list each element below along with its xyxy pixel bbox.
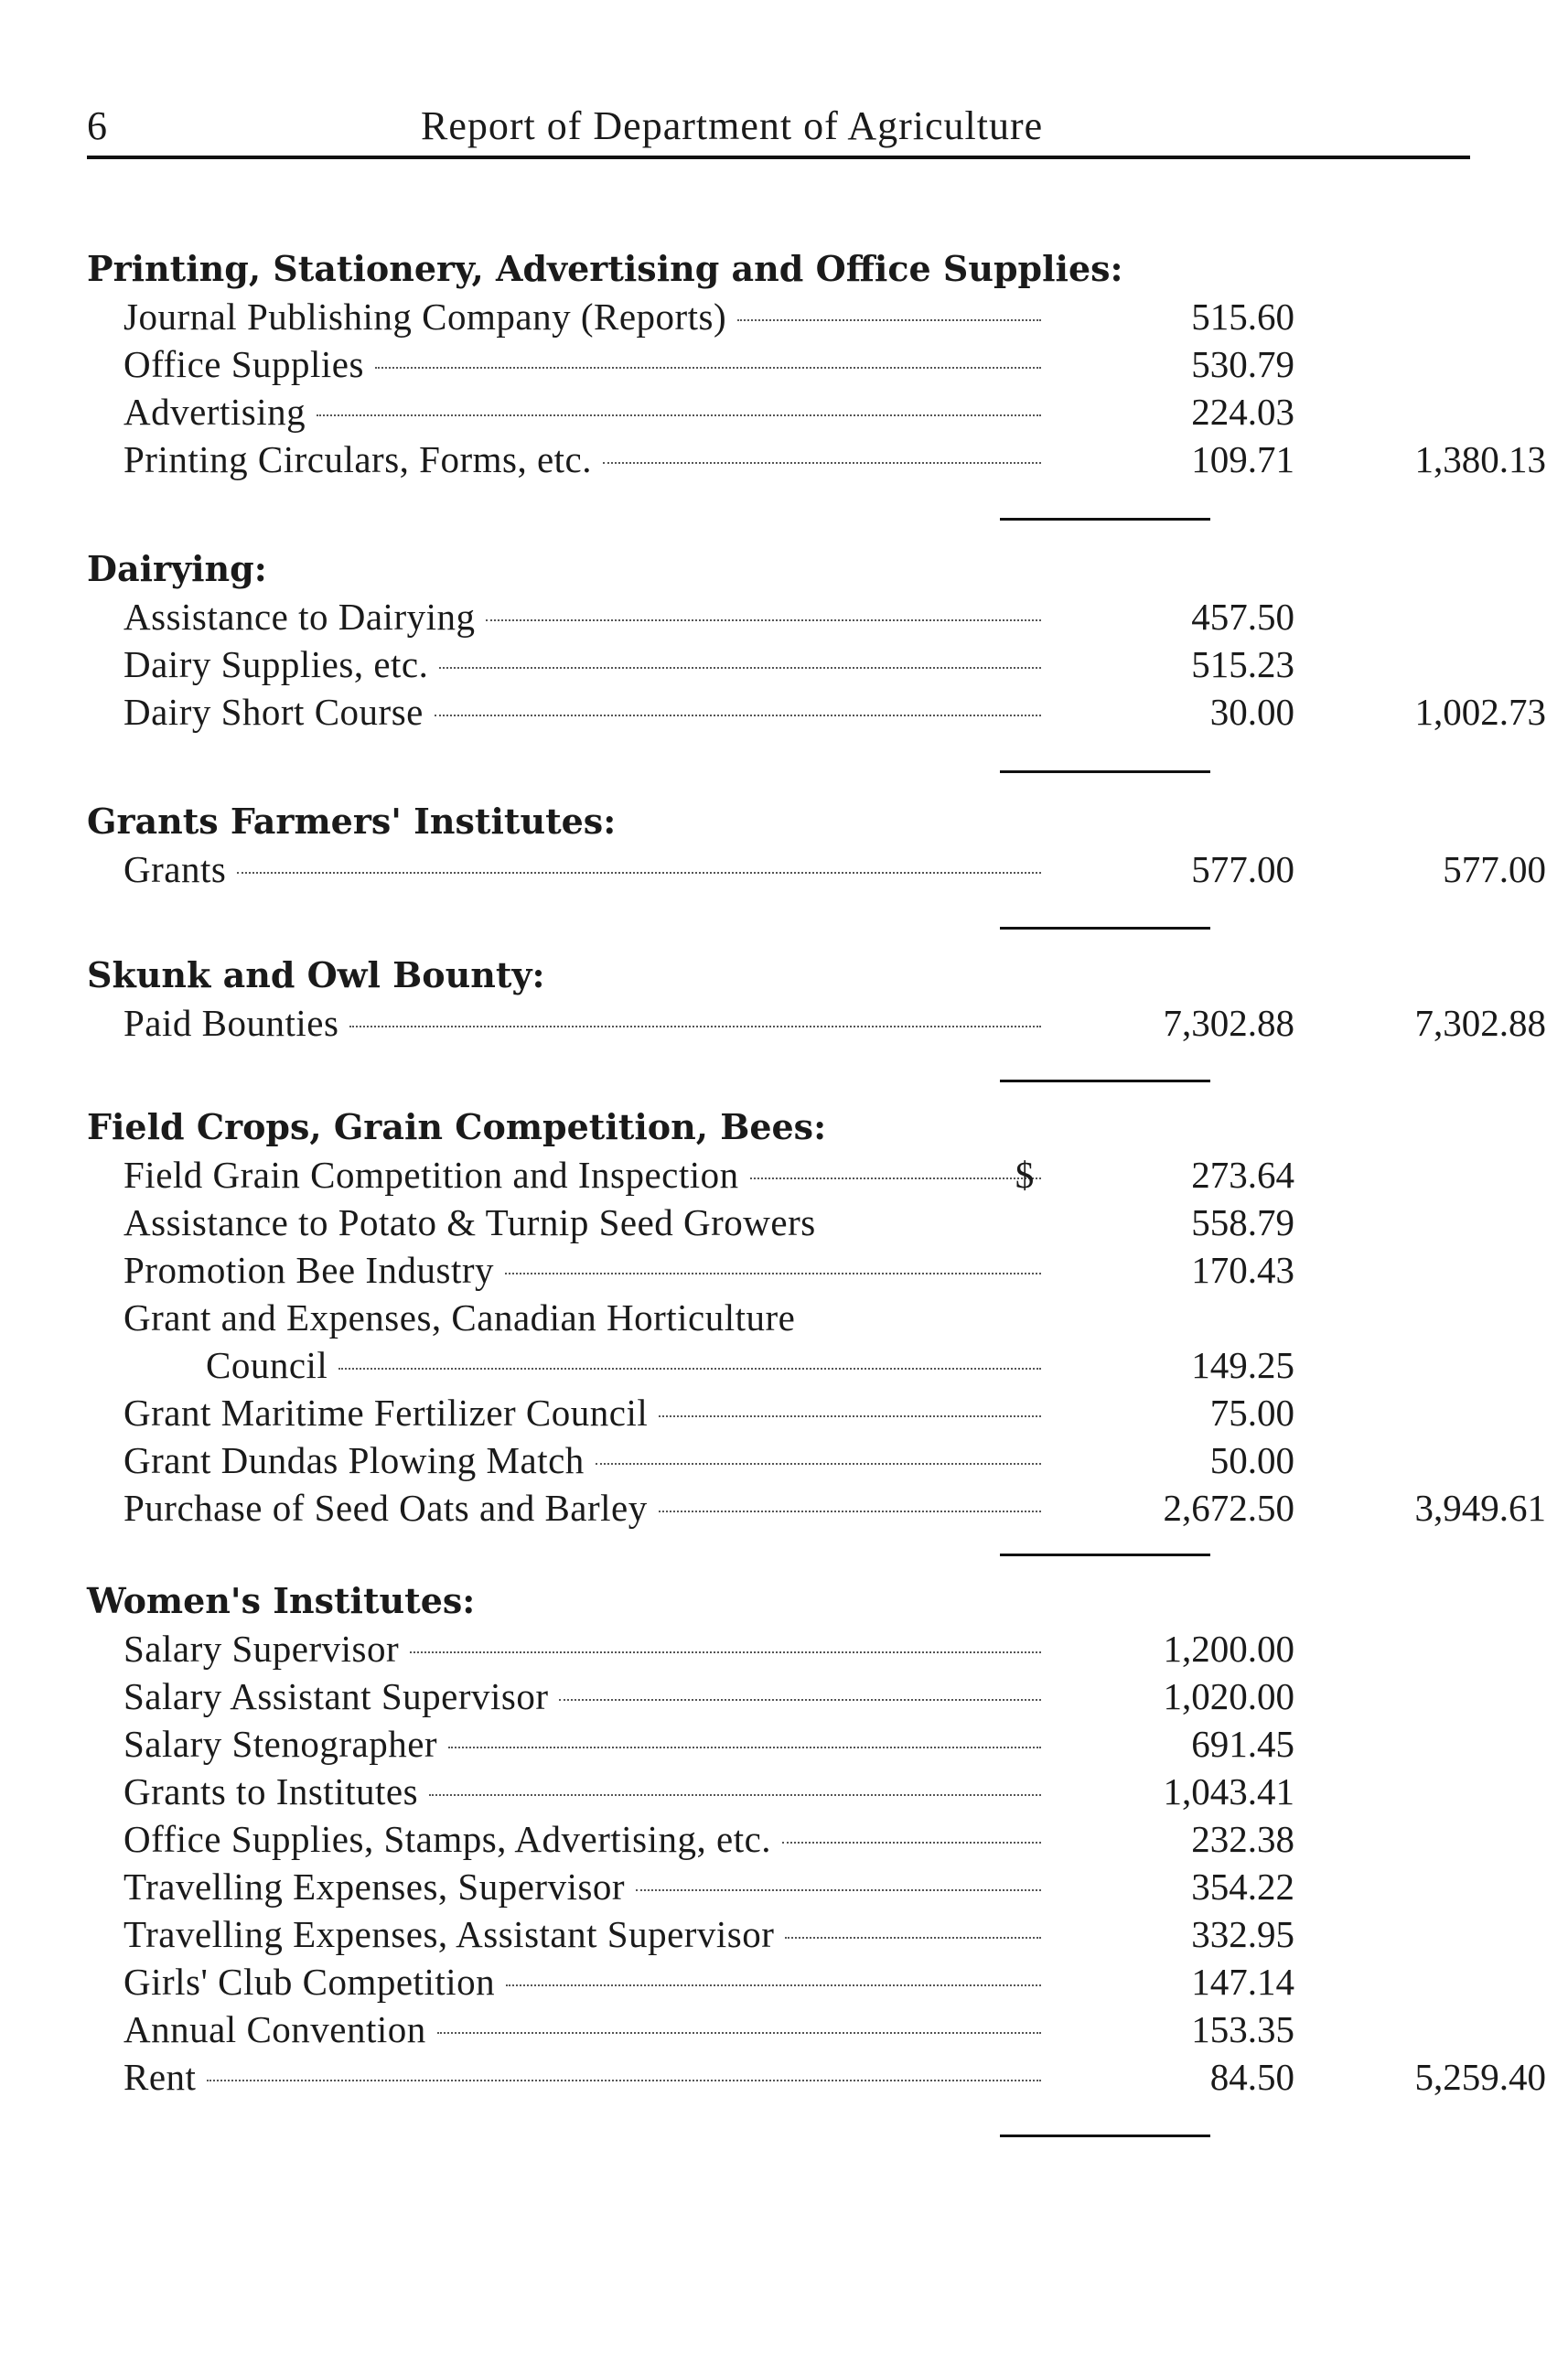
subtotal-rule [1000,927,1210,930]
item-label: Advertising [124,391,306,433]
dot-leader [785,1937,1041,1939]
item-label: Assistance to Potato & Turnip Seed Growers [124,1201,816,1243]
section-womens-institutes [87,1577,1546,2101]
line-item [87,2006,1477,2053]
line-item [87,1625,1477,1672]
line-item [87,1720,1477,1768]
line-item [87,688,1546,736]
dot-leader [317,414,1041,416]
dot-leader [603,462,1041,464]
item-label: Travelling Expenses, Assistant Supervisor [124,1913,775,1955]
dot-leader [737,319,1041,321]
item-amount: 30.00 [1209,691,1294,733]
subtotal-rule [1000,2135,1210,2137]
item-label: Annual Convention [124,2008,426,2050]
item-label: Paid Bounties [124,1002,339,1044]
dot-leader [506,1984,1041,1986]
dot-leader [207,2080,1041,2081]
item-label: Promotion Bee Industry [124,1249,495,1291]
section-total: 1,380.13 [1414,438,1546,480]
dot-leader [448,1747,1041,1748]
line-item [87,436,1546,483]
line-item [87,1341,1477,1389]
section-heading: Dairying: [87,548,267,589]
line-item [87,1484,1546,1532]
item-label: Grants [124,848,227,890]
line-item [87,1151,1477,1199]
page-header [87,102,1468,159]
item-amount: 530.79 [1191,343,1294,385]
dot-leader [375,367,1041,369]
item-amount: 354.22 [1191,1866,1294,1908]
line-item [87,1436,1477,1484]
subtotal-rule [1000,518,1210,521]
dot-leader [750,1178,1041,1179]
running-title: Report of Department of Agriculture [421,103,1044,148]
item-label: Field Grain Competition and Inspection [124,1154,739,1196]
item-amount: 109.71 [1191,438,1294,480]
dot-leader [349,1026,1041,1027]
subtotal-rule [1000,770,1210,773]
item-label: Journal Publishing Company (Reports) [124,296,727,338]
dot-leader [429,1794,1041,1796]
line-item [87,1958,1477,2006]
item-amount: 170.43 [1191,1249,1294,1291]
subtotal-rule [1000,1554,1210,1556]
section-total: 5,259.40 [1414,2056,1546,2098]
line-item [87,2053,1546,2101]
item-label: Printing Circulars, Forms, etc. [124,438,593,480]
line-item [87,593,1477,640]
item-amount: 147.14 [1191,1961,1294,2003]
line-item [87,1246,1477,1294]
item-label: Dairy Short Course [124,691,424,733]
dot-leader [659,1511,1041,1512]
item-amount: 558.79 [1191,1201,1294,1243]
item-label: Assistance to Dairying [124,596,476,638]
section-heading: Printing, Stationery, Advertising and Office Supplies: [87,248,1123,289]
item-amount: 84.50 [1209,2056,1294,2098]
dot-leader [596,1463,1041,1465]
item-amount: 1,043.41 [1163,1770,1294,1812]
header-rule [87,156,1470,159]
item-amount: 1,200.00 [1163,1628,1294,1670]
dot-leader [410,1651,1041,1653]
dot-leader [636,1889,1041,1891]
item-amount: 515.23 [1191,643,1294,685]
dot-leader [782,1842,1041,1844]
line-item [87,293,1477,340]
dot-leader [505,1273,1041,1274]
dot-leader [659,1415,1041,1417]
dot-leader [439,667,1041,669]
item-label: Grant and Expenses, Canadian Horticulture [124,1296,796,1339]
item-amount: 224.03 [1191,391,1294,433]
dot-leader [559,1699,1041,1701]
item-amount: 457.50 [1191,596,1294,638]
line-item [87,1863,1477,1910]
dot-leader [437,2032,1041,2034]
item-amount: 2,672.50 [1163,1487,1294,1529]
section-dairying [87,545,1546,736]
line-item [87,1199,1477,1246]
line-item [87,999,1546,1047]
item-label: Council [206,1344,328,1386]
item-label: Grant Maritime Fertilizer Council [124,1392,649,1434]
section-total: 1,002.73 [1414,691,1546,733]
item-amount: 232.38 [1191,1818,1294,1860]
section-heading: Women's Institutes: [87,1580,476,1621]
section-heading: Grants Farmers' Institutes: [87,801,617,842]
item-label: Salary Supervisor [124,1628,400,1670]
item-amount: 7,302.88 [1163,1002,1294,1044]
item-amount: 149.25 [1191,1344,1294,1386]
section-heading: Field Crops, Grain Competition, Bees: [87,1106,827,1147]
item-amount: 273.64 [1191,1154,1294,1196]
currency-sign: $ [1015,1154,1035,1196]
line-item [87,388,1477,436]
page-number: 6 [87,103,107,148]
item-label: Travelling Expenses, Supervisor [124,1866,626,1908]
section-printing [87,245,1546,483]
line-item [87,340,1477,388]
line-item [87,1389,1477,1436]
line-item [87,845,1546,893]
item-label: Rent [124,2056,197,2098]
dot-leader [237,872,1041,874]
item-amount: 50.00 [1209,1439,1294,1481]
line-item [87,1910,1477,1958]
section-total: 577.00 [1443,848,1546,890]
item-amount: 332.95 [1191,1913,1294,1955]
subtotal-rule [1000,1080,1210,1082]
line-item [87,1768,1477,1815]
item-label: Purchase of Seed Oats and Barley [124,1487,648,1529]
item-label: Salary Assistant Supervisor [124,1675,549,1717]
item-amount: 515.60 [1191,296,1294,338]
section-grants-farmers-institutes [87,798,1546,893]
item-label: Dairy Supplies, etc. [124,643,429,685]
item-amount: 75.00 [1209,1392,1294,1434]
dot-leader [435,715,1041,716]
item-label: Girls' Club Competition [124,1961,496,2003]
line-item [87,640,1477,688]
dot-leader [338,1368,1041,1370]
line-item [87,1672,1477,1720]
item-amount: 691.45 [1191,1723,1294,1765]
section-total: 7,302.88 [1414,1002,1546,1044]
item-amount: 153.35 [1191,2008,1294,2050]
section-field-crops [87,1103,1546,1532]
item-label: Grants to Institutes [124,1770,419,1812]
item-amount: 577.00 [1191,848,1294,890]
line-item [87,1294,1477,1341]
item-label: Office Supplies, Stamps, Advertising, etc. [124,1818,772,1860]
line-item [87,1815,1477,1863]
section-skunk-owl-bounty [87,952,1546,1047]
section-heading: Skunk and Owl Bounty: [87,954,545,995]
item-amount: 1,020.00 [1163,1675,1294,1717]
item-label: Grant Dundas Plowing Match [124,1439,585,1481]
item-label: Salary Stenographer [124,1723,438,1765]
item-label: Office Supplies [124,343,364,385]
dot-leader [486,619,1041,621]
section-total: 3,949.61 [1414,1487,1546,1529]
